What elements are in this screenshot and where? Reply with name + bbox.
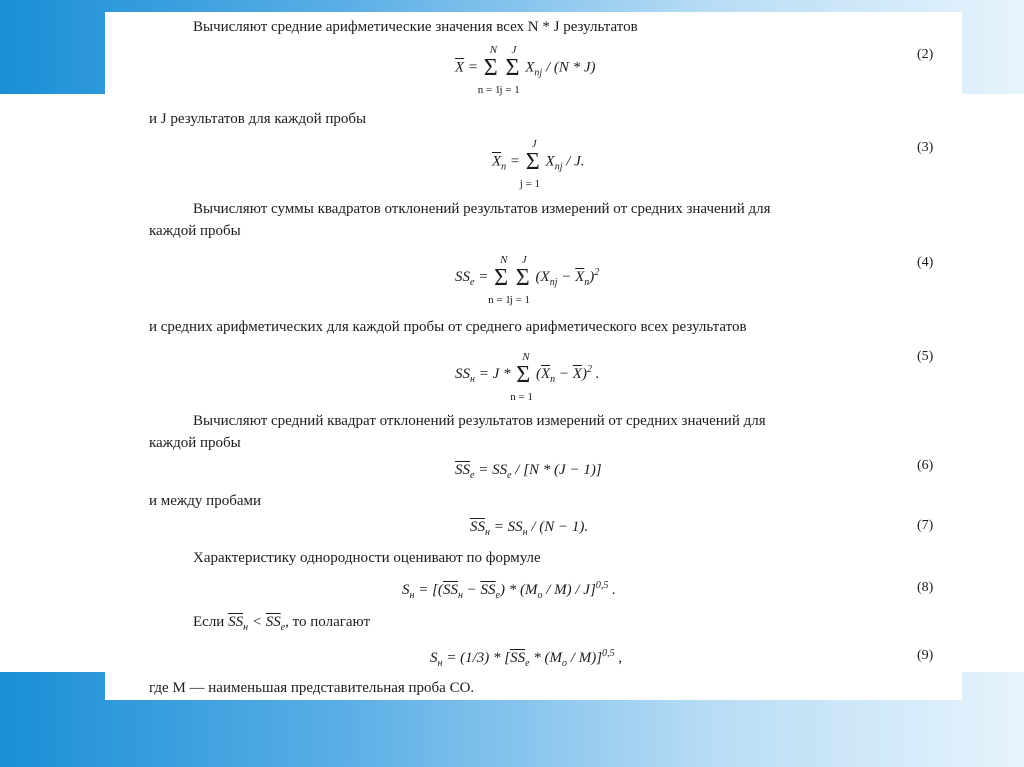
equation-number-4: (4) [917,255,934,270]
paragraph-5a: Вычисляют средний квадрат отклонений результатов измерений от средних значений для [193,413,766,429]
paragraph-1: Вычисляют средние арифметические значения всех N * J результатов [193,19,638,35]
paragraph-5b: каждой пробы [149,435,241,451]
formula-7: $\overline{SS}_н = SS_н / (N - 1)$. [470,519,589,538]
paragraph-4: и средних арифметических для каждой пробы от среднего арифметического всех результатов [149,319,747,335]
paragraph-2: и J результатов для каждой пробы [149,111,367,127]
paragraph-6: и между пробами [149,493,262,509]
formula-5: $SS_н = J * \Sigma$ N n = 1 $(\overline{X}_n - \overline{X})^2$ . [455,350,600,403]
paragraph-8-end: то полагают [292,614,371,630]
formula-9: $S_н = (1/3) * [\overline{SS}_e * (M_o / M)]^{0,5}$ , [430,648,623,669]
equation-number-2: (2) [917,47,934,62]
formula-3: $\overline{X}_n = \Sigma$ J j = 1 $X_{nj}$ / J. [492,138,585,190]
equation-number-5: (5) [917,349,934,364]
formula-6: $\overline{SS}_e = SS_e / [N * (J - 1)]$ [455,462,602,481]
paragraph-3b: каждой пробы [149,223,241,239]
paragraph-9: где M — наименьшая представительная проба СО. [149,680,475,696]
document-page [105,12,962,700]
paragraph-7: Характеристику однородности оценивают по формуле [193,550,541,566]
condition-formula: $\overline{SS}_н < \overline{SS}_e$, [228,614,289,633]
formula-4: $SS_e = \Sigma$ N n = 1 Σ J j = 1 $(X_{nj} - \overline{X}_n)^2$ [455,253,600,306]
paragraph-8 [193,613,370,637]
equation-number-6: (6) [917,458,934,473]
equation-number-7: (7) [917,518,934,533]
paragraph-3a: Вычисляют суммы квадратов отклонений результатов измерений от средних значений для [193,201,771,217]
paragraph-8-start: Если [193,614,225,630]
equation-number-9: (9) [917,648,934,663]
formula-2: $\overline{X} = \Sigma$ N n = 1 Σ J j = 1 $X_{nj} / (N * J)$ [455,44,596,96]
equation-number-3: (3) [917,140,934,155]
formula-8: $S_н = [(\overline{SS}_н - \overline{SS}_e) * (M_o / M) / J]^{0,5}$ . [402,580,616,601]
equation-number-8: (8) [917,580,934,595]
